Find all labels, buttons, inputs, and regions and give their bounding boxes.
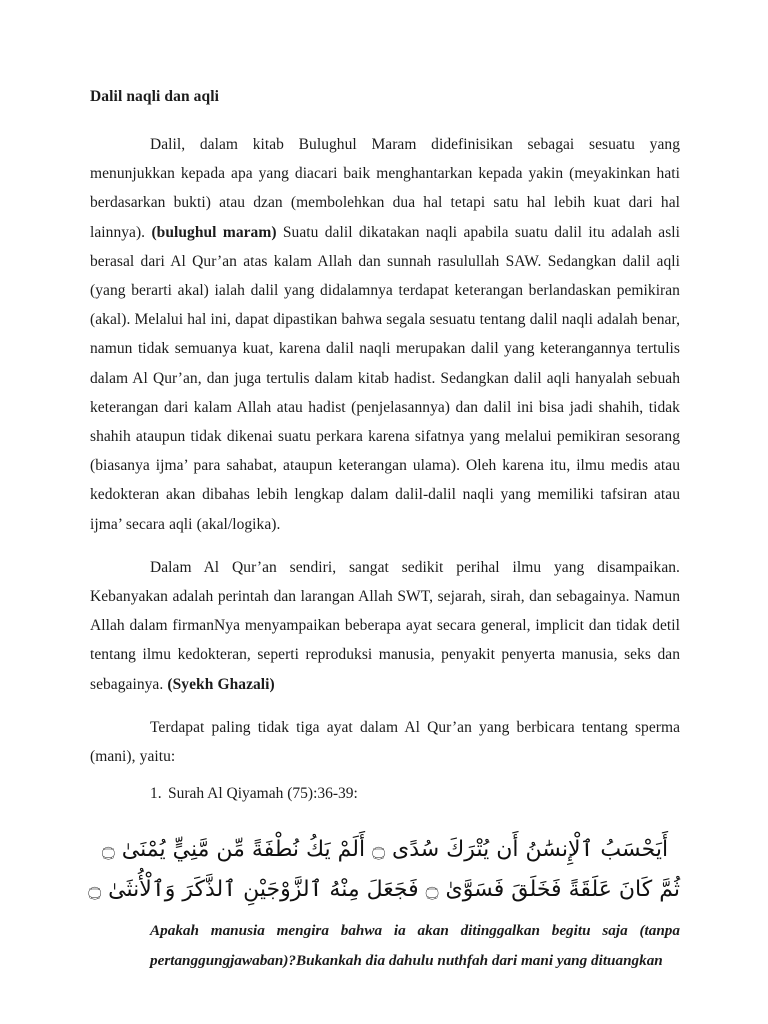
paragraph-3: Terdapat paling tidak tiga ayat dalam Al Qur’an yang berbicara tentang sperma (mani), yaitu:	[90, 718, 680, 766]
paragraph-2-text-before-citation: Dalam Al Qur’an sendiri, sangat sedikit perihal ilmu yang disampaikan. Kebanyakan adalah perintah dan larangan Allah SWT, sejarah, sirah, dan sebagainya. Namun Allah dalam firmanNya menyampaikan beberapa ayat secara general, implicit dan tidak detil tentang ilmu kedokteran, seperti reproduksi manusia, penyakit penyerta manusia, seks dan sebagainya.	[90, 558, 680, 693]
citation-bulughul-maram: (bulughul maram)	[151, 223, 277, 241]
quran-arabic-line-1: أَيَحْسَبُ ٱلْإِنسَٰنُ أَن يُتْرَكَ سُدًى ۝ أَلَمْ يَكُ نُطْفَةً مِّن مَّنِيٍّ يُمْنَىٰ ۝	[101, 837, 669, 863]
sidebar-item-label list-item-label: Surah Al Qiyamah (75):36-39:	[168, 785, 358, 803]
document-content	[90, 86, 680, 975]
list-item	[90, 779, 680, 808]
list-item-marker: 1.	[150, 785, 162, 803]
paragraph-1-text-after-citation: Suatu dalil dikatakan naqli apabila suatu dalil itu adalah asli berasal dari Al Qur’an atas kalam Allah dan sunnah rasulullah SAW. Sedangkan dalil aqli (yang berarti akal) ialah dalil yang didalamnya terdapat keterangan berlandaskan pemikiran (akal). Melalui hal ini, dapat dipastikan bahwa segala sesuatu tentang dalil naqli adalah benar, namun tidak semuanya kuat, karena dalil naqli merupakan dalil yang keterangannya tertulis dalam Al Qur’an, dan juga tertulis dalam kitab hadist. Sedangkan dalil aqli hanyalah sebuah keterangan dari kalam Allah atau hadist (penjelasannya) dan dalil ini bisa jadi shahih, tidak shahih ataupun tidak dikenai suatu perkara karena sifatnya yang melalui pemikiran sesorang (biasanya ijma’ para sahabat, ataupun keterangan ulama). Oleh karena itu, ilmu medis atau kedokteran akan dibahas lebih lengkap dalam dalil-dalil naqli yang memiliki tafsiran atau ijma’ secara aqli (akal/logika).	[90, 223, 681, 533]
page-title: Dalil naqli dan aqli	[90, 88, 220, 105]
paragraph-1	[90, 130, 680, 539]
quran-verse-block	[90, 830, 680, 910]
verse-list	[90, 779, 680, 808]
quran-translation: Apakah manusia mengira bahwa ia akan ditinggalkan begitu saja (tanpa pertanggungjawaban)?Bukankah dia dahulu nuthfah dari mani yang dituangkan	[150, 922, 680, 969]
citation-syekh-ghazali: (Syekh Ghazali)	[167, 675, 275, 693]
paragraph-1-text-before-citation: Dalil, dalam kitab Bulughul Maram didefinisikan sebagai sesuatu yang menunjukkan kepada apa yang diacari baik menghantarkan kepada yakin (meyakinkan hati berdasarkan bukti) atau dzan (membolehkan dua hal tetapi satu hal lebih kuat dari hal lainnya).	[90, 136, 680, 241]
paragraph-2	[90, 553, 680, 699]
quran-arabic-line-2: ثُمَّ كَانَ عَلَقَةً فَخَلَقَ فَسَوَّىٰ ۝ فَجَعَلَ مِنْهُ ٱلزَّوْجَيْنِ ٱلذَّكَرَ وَٱلْأُنثَىٰ ۝	[88, 877, 680, 903]
